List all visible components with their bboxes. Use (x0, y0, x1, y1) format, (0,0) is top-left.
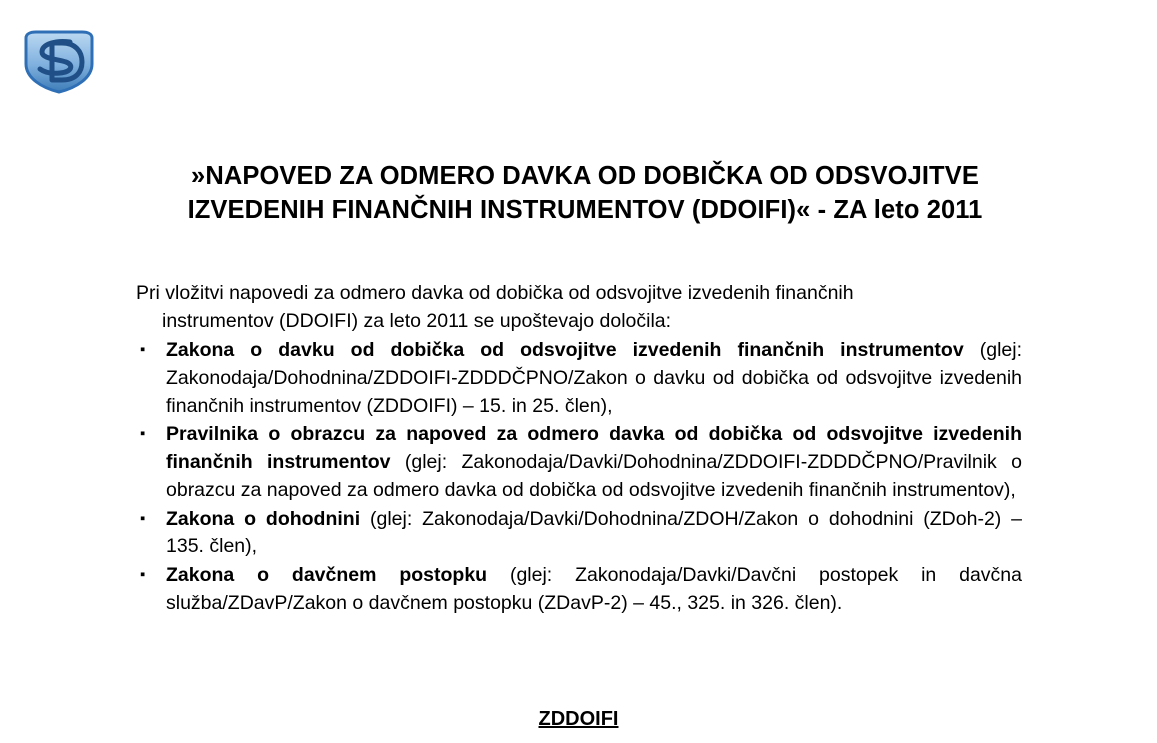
list-item-detail: (glej: Zakonodaja/Davki/Dohodnina/ZDDOIFI-ZDDDČPNO/Pravilnik o obrazcu za napoved za odmero davka od dobička od odsvojitve izvedenih finančnih instrumentov), (166, 451, 1022, 501)
bullet-square-icon: ▪ (140, 341, 146, 359)
legal-basis-list (136, 337, 1022, 617)
list-item-detail: (glej: Zakonodaja/Davki/Davčni postopek in davčna služba/ZDavP/Zakon o davčnem postopku (ZDavP-2) – 45., 325. in 326. člen). (166, 563, 1022, 614)
list-item-title: Zakona o dohodnini (166, 507, 361, 530)
intro-line-1: Pri vložitvi napovedi za odmero davka od dobička od odsvojitve izvedenih finančnih (136, 282, 854, 304)
list-item (136, 506, 1022, 561)
list-item-title: Pravilnika o obrazcu za napoved za odmero davka od dobička od odsvojitve izvedenih finančnih instrumentov (166, 423, 1022, 474)
list-item-title: Zakona o davku od dobička od odsvojitve izvedenih finančnih instrumentov (166, 339, 964, 362)
intro-line-2: instrumentov (DDOIFI) za leto 2011 se upoštevajo določila: (162, 309, 672, 332)
list-item (136, 562, 1022, 617)
page-title-line-2: IZVEDENIH FINANČNIH INSTRUMENTOV (DDOIFI)« - ZA leto 2011 (187, 195, 983, 224)
list-item (136, 421, 1022, 504)
intro-paragraph (136, 280, 1022, 335)
footer-label: ZDDOIFI (538, 708, 619, 730)
page-title (120, 160, 1050, 227)
sd-logo (18, 28, 100, 96)
bullet-square-icon: ▪ (140, 425, 146, 443)
bullet-square-icon: ▪ (140, 565, 146, 583)
list-item (136, 337, 1022, 420)
list-item-detail: (glej: Zakonodaja/Dohodnina/ZDDOIFI-ZDDDČPNO/Zakon o davku od dobička od odsvojitve izvedenih finančnih instrumentov (ZDDOIFI) – 15. in 25. člen), (166, 339, 1022, 417)
bullet-square-icon: ▪ (140, 509, 146, 527)
content-body (136, 280, 1022, 618)
page-title-line-1: »NAPOVED ZA ODMERO DAVKA OD DOBIČKA OD ODSVOJITVE (191, 162, 979, 190)
list-item-detail: (glej: Zakonodaja/Davki/Dohodnina/ZDOH/Zakon o dohodnini (ZDoh-2) – 135. člen), (166, 507, 1022, 558)
list-item-title: Zakona o davčnem postopku (166, 563, 488, 586)
